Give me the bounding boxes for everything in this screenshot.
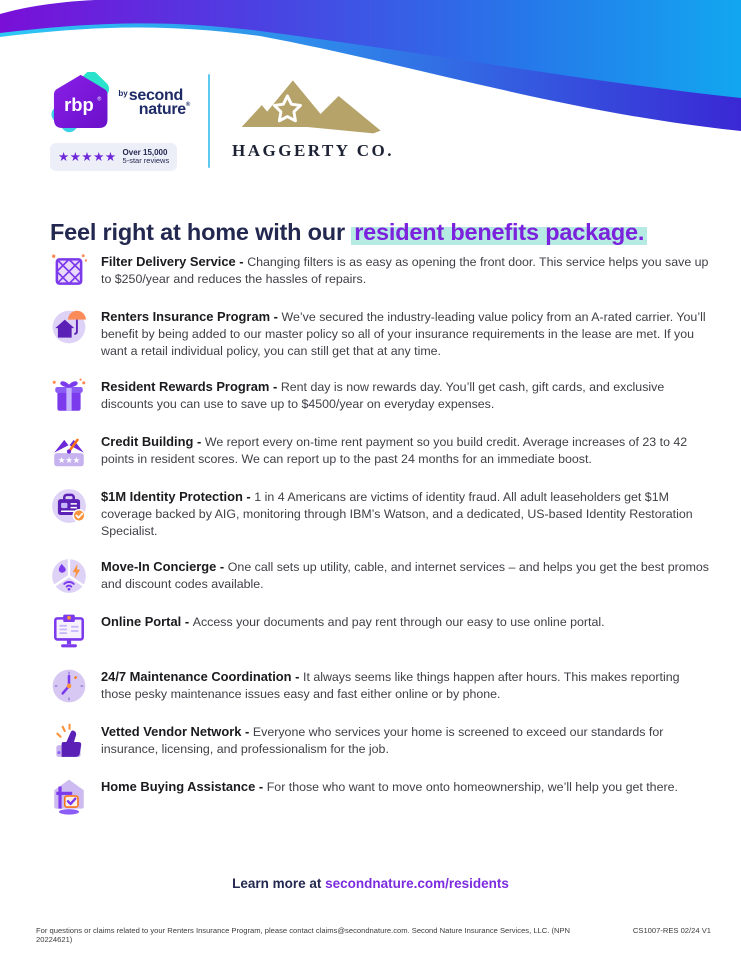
benefit-description: Changing filters is as easy as opening the front door. This service helps you save up to $250/year and reduces the hassles of repairs. (101, 255, 709, 286)
svg-text:★: ★ (57, 455, 66, 466)
benefit-description: For those who want to move onto homeownership, we’ll help you get there. (266, 779, 678, 794)
five-stars-icon: ★★★★★ (58, 149, 117, 164)
benefit-description: Rent day is now rewards day. You’ll get cash, gift cards, and exclusive discounts you can use to save up to $4500/year on everyday expenses. (101, 379, 665, 411)
umbrella-insurance-icon (50, 307, 88, 345)
thumbs-up-icon (50, 722, 88, 760)
benefit-title: $1M Identity Protection (101, 488, 243, 504)
headline-highlight: resident benefits package. (351, 219, 647, 245)
benefit-description: Everyone who services your home is screened to exceed our standards for insurance, licensing, and professionalism for the job. (101, 724, 664, 756)
clock-icon (50, 667, 88, 705)
filter-icon (50, 252, 88, 290)
brand-divider (208, 74, 210, 168)
residents-link[interactable]: secondnature.com/residents (325, 876, 509, 891)
benefit-description: It always seems like things happen after hours. This makes reporting those pesky maintenance issues easy and fast either online or by phone. (101, 669, 680, 701)
benefit-title: Credit Building (101, 433, 194, 449)
benefit-row-vendor-network: Vetted Vendor Network - Everyone who services your home is screened to exceed our standards for insurance, licensing, and professionalism for the job. (50, 722, 710, 760)
haggerty-logo (232, 72, 394, 161)
document-code: CS1007-RES 02/24 V1 (632, 926, 711, 935)
benefit-description: Access your documents and pay rent through our easy to use online portal. (192, 614, 605, 629)
benefit-row-maintenance: 24/7 Maintenance Coordination - It always seems like things happen after hours. This makes reporting those pesky maintenance issues easy and fast either online or by phone. (50, 667, 710, 705)
id-card-icon (50, 487, 88, 525)
benefit-title: Online Portal (101, 613, 182, 629)
benefit-title: Move-In Concierge (101, 558, 217, 574)
benefit-row-home-buying: Home Buying Assistance - For those who want to move onto homeownership, we’ll help you get there. (50, 777, 710, 815)
benefit-description: We report every on-time rent payment so you build credit. Average increases of 23 to 42 points in resident scores. We can report up to the past 24 months for an immediate boost. (101, 434, 688, 466)
legal-text: For questions or claims related to your Renters Insurance Program, please contact claims@secondnature.com. Second Nature Insurance Services, LLC. (NPN 20224621) (36, 926, 571, 944)
brand-row (50, 72, 394, 171)
mountain-icon (239, 74, 387, 138)
svg-text:★: ★ (65, 455, 73, 466)
benefit-title: Resident Rewards Program (101, 378, 270, 394)
benefit-row-resident-rewards: Resident Rewards Program - Rent day is now rewards day. You’ll get cash, gift cards, and exclusive discounts you can use to save up to $4500/year on everyday expenses. (50, 377, 710, 415)
benefit-description: One call sets up utility, cable, and internet services – and helps you get the best promos and discount codes available. (101, 559, 710, 591)
benefits-list (50, 252, 710, 832)
rating-badge (50, 143, 177, 171)
gift-icon (50, 377, 88, 415)
svg-text:®: ® (97, 96, 102, 103)
legal-row (36, 926, 711, 944)
second-nature-wordmark: $^{by}$ second nature® (118, 86, 190, 119)
benefit-title: Vetted Vendor Network (101, 723, 242, 739)
benefit-row-filter-delivery: Filter Delivery Service - Changing filters is as easy as opening the front door. This service helps you save up to $250/year and reduces the hassles of repairs. (50, 252, 710, 290)
utilities-icon (50, 557, 88, 595)
partner-name: HAGGERTY CO. (232, 141, 394, 160)
benefit-title: Filter Delivery Service (101, 254, 236, 269)
benefit-description: We’ve secured the industry-leading value policy from an A-rated carrier. You’ll benefit by being added to our master policy so all of your insurance requirements in the lease are met. If you want a retail individual policy, you can still get that at any time. (101, 310, 706, 358)
learn-more-line: Learn more at secondnature.com/residents (232, 876, 509, 891)
house-check-icon (50, 777, 88, 815)
benefit-title: Renters Insurance Program (101, 309, 271, 324)
benefit-row-identity-protection: $1M Identity Protection - 1 in 4 Americans are victims of identity fraud. All adult leaseholders get $1M coverage backed by AIG, monitoring through IBM’s Watson, and a dedicated, US-based Identity Restoration Specialist. (50, 487, 710, 540)
benefit-row-credit-building: ★ ★ ★ Credit Building - We report every on-time rent payment so you build credit. Average increases of 23 to 42 points in resident scores. We can report up to the past 24 months for an immediate boost. (50, 432, 710, 470)
svg-text:rbp: rbp (64, 93, 94, 115)
credit-gauge-icon (50, 432, 88, 470)
rating-count: Over 15,000 (122, 148, 168, 157)
page-title: Feel right at home with our resident benefits package. (50, 219, 710, 246)
benefit-row-online-portal: Online Portal - Access your documents and pay rent through our easy to use online portal. (50, 612, 710, 650)
rating-caption: 5-star reviews (122, 156, 170, 166)
benefit-title: 24/7 Maintenance Coordination (101, 668, 292, 684)
second-nature-lockup (50, 72, 190, 171)
benefit-row-renters-insurance: Renters Insurance Program - We’ve secured the industry-leading value policy from an A-rated carrier. You’ll benefit by being added to our master policy so all of your insurance requirements in the lease are met. If you want a retail individual policy, you can still get that at any time. (50, 307, 710, 360)
svg-text:★: ★ (72, 455, 81, 466)
benefit-description: 1 in 4 Americans are victims of identity fraud. All adult leaseholders get $1M coverage backed by AIG, monitoring through IBM’s Watson, and a dedicated, US-based Identity Restoration Specialist. (101, 489, 693, 538)
rbp-logo-icon (50, 72, 111, 134)
benefit-title: Home Buying Assistance (101, 778, 256, 794)
benefit-row-move-in-concierge: Move-In Concierge - One call sets up utility, cable, and internet services – and helps you get the best promos and discount codes available. (50, 557, 710, 595)
monitor-icon (50, 612, 88, 650)
